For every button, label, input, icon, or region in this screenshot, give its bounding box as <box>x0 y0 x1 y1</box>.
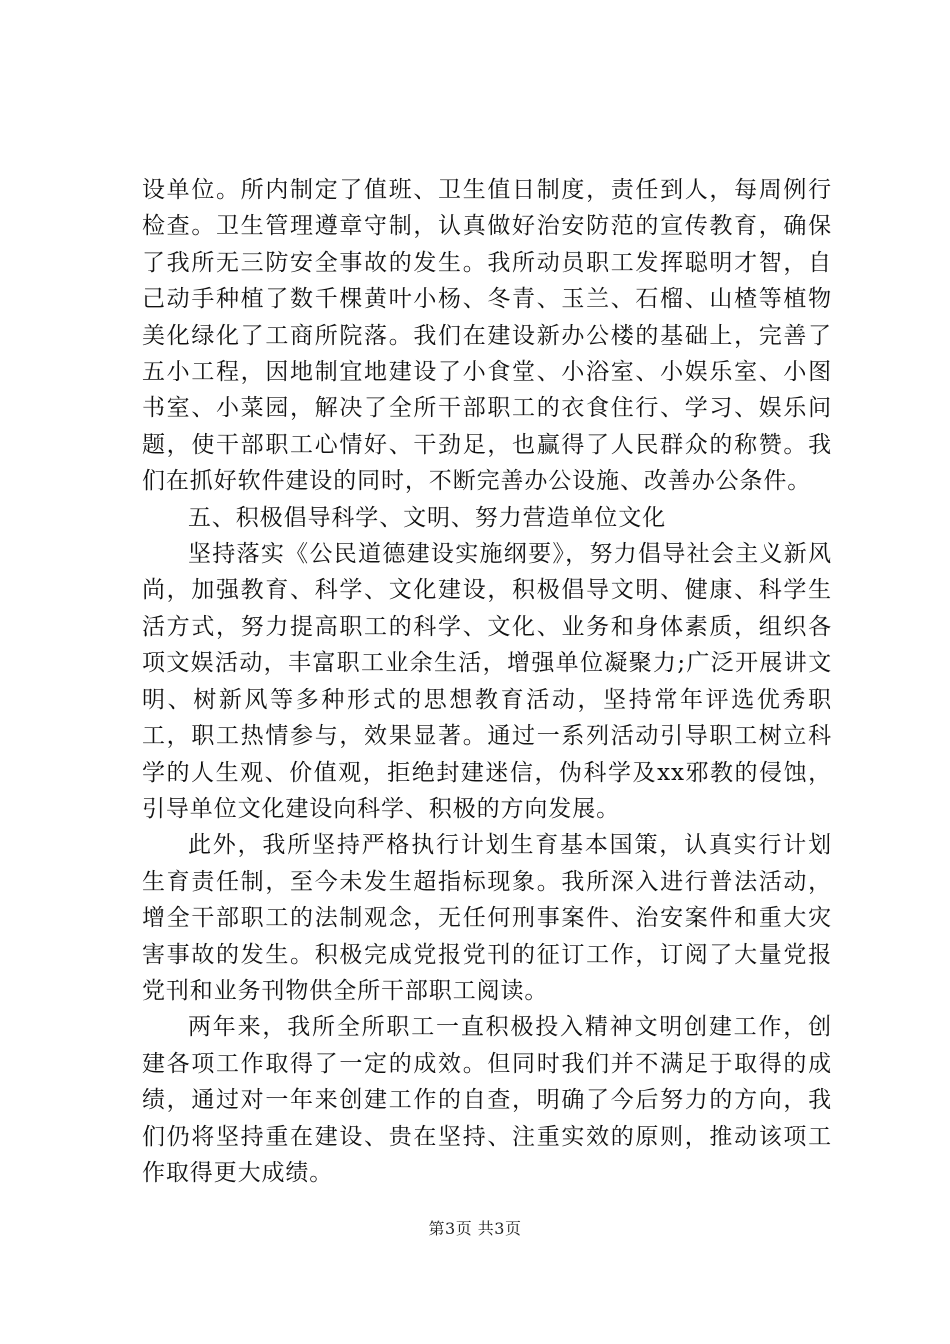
paragraph-continuation: 设单位。所内制定了值班、卫生值日制度，责任到人，每周例行检查。卫生管理遵章守制，认真做好治安防范的宣传教育，确保了我所无三防安全事故的发生。我所动员职工发挥聪明才智，自己动手种植了数千棵黄叶小杨、冬青、玉兰、石榴、山楂等植物美化绿化了工商所院落。我们在建设新办公楼的基础上，完善了五小工程，因地制宜地建设了小食堂、小浴室、小娱乐室、小图书室、小菜园，解决了全所干部职工的衣食住行、学习、娱乐问题，使干部职工心情好、干劲足，也赢得了人民群众的称赞。我们在抓好软件建设的同时，不断完善办公设施、改善办公条件。 <box>142 177 832 495</box>
page-number-footer: 第3页 共3页 <box>428 1219 522 1238</box>
section-heading: 五、积极倡导科学、文明、努力营造单位文化 <box>188 504 666 531</box>
paragraph-family-planning: 此外，我所坚持严格执行计划生育基本国策，认真实行计划生育责任制，至今未发生超指标现象。我所深入进行普法活动，增全干部职工的法制观念，无任何刑事案件、治安案件和重大灾害事故的发生。积极完成党报党刊的征订工作，订阅了大量党报党刊和业务刊物供全所干部职工阅读。 <box>142 832 832 1004</box>
paragraph-conclusion: 两年来，我所全所职工一直积极投入精神文明创建工作，创建各项工作取得了一定的成效。但同时我们并不满足于取得的成绩，通过对一年来创建工作的自查，明确了今后努力的方向，我们仍将坚持重在建设、贵在坚持、注重实效的原则，推动该项工作取得更大成绩。 <box>142 1014 832 1186</box>
paragraph-culture: 坚持落实《公民道德建设实施纲要》，努力倡导社会主义新风尚，加强教育、科学、文化建设，积极倡导文明、健康、科学生活方式，努力提高职工的科学、文化、业务和身体素质，组织各项文娱活动，丰富职工业余生活，增强单位凝聚力;广泛开展讲文明、树新风等多种形式的思想教育活动，坚持常年评选优秀职工，职工热情参与，效果显著。通过一系列活动引导职工树立科学的人生观、价值观，拒绝封建迷信，伪科学及xx邪教的侵蚀，引导单位文化建设向科学、积极的方向发展。 <box>142 541 832 822</box>
document-body <box>142 172 832 1191</box>
